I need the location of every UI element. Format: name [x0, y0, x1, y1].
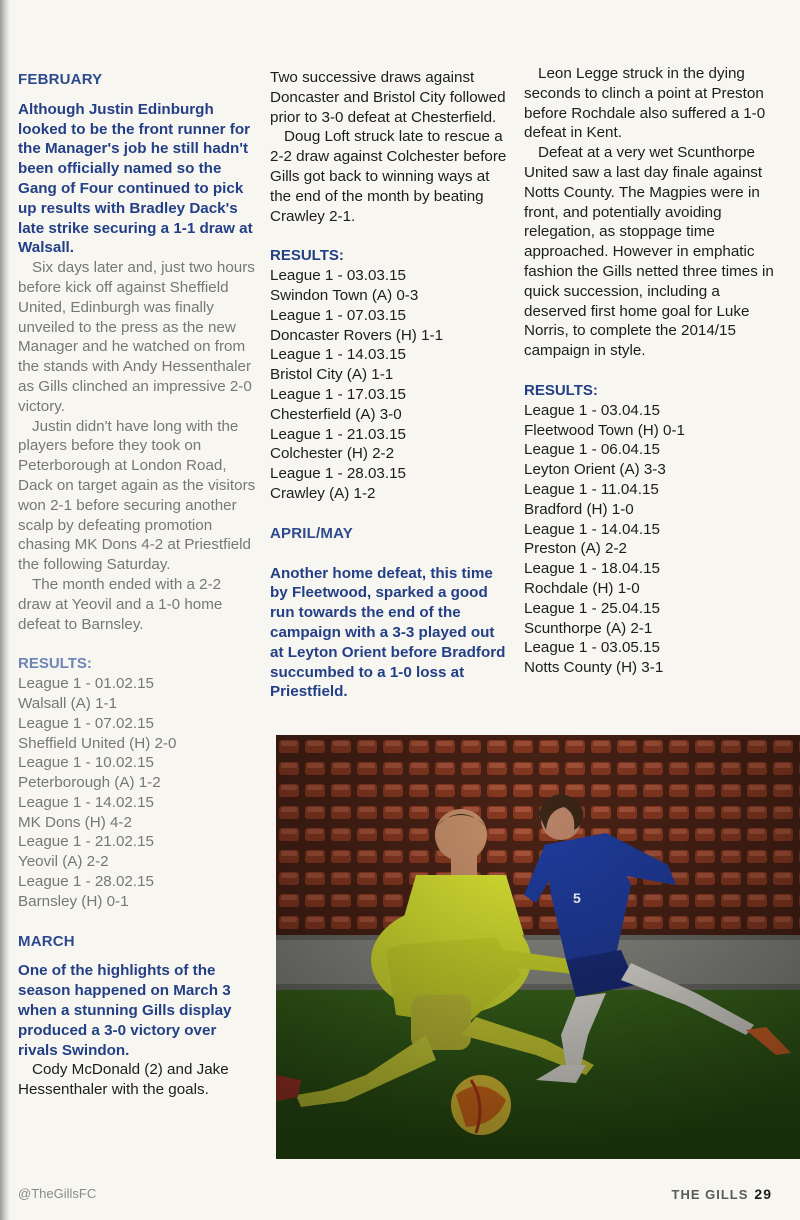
result-line: League 1 - 11.04.15 — [524, 480, 659, 498]
result-line: Barnsley (H) 0-1 — [18, 892, 129, 910]
march-results-label: RESULTS: — [270, 247, 344, 265]
magazine-footer — [672, 1186, 772, 1202]
result-line: League 1 - 28.03.15 — [270, 465, 406, 483]
page-binding-shadow — [0, 0, 10, 1220]
result-line: Doncaster Rovers (H) 1-1 — [270, 326, 444, 344]
result-line: Bradford (H) 1-0 — [524, 500, 634, 518]
result-line: League 1 - 07.03.15 — [270, 306, 406, 324]
match-action-photo — [276, 735, 800, 1159]
result-line: League 1 - 07.02.15 — [18, 714, 154, 732]
result-line: Fleetwood Town (H) 0-1 — [524, 421, 685, 439]
result-line: League 1 - 17.03.15 — [270, 385, 406, 403]
result-line: League 1 - 14.04.15 — [524, 520, 660, 538]
april-may-paragraph-2: Defeat at a very wet Scunthorpe United saw a last day finale against Notts County. The Magpies were in front, and potentially avoiding relegation, as stoppage time approached. However in emphatic fashion the Gills netted three times in quick succession, including a deserved first home goal for Luke Norris, to complete the 2014/15 campaign in style. — [524, 144, 774, 360]
result-line: League 1 - 21.03.15 — [270, 425, 406, 443]
magazine-name: THE GILLS — [671, 1187, 749, 1202]
february-paragraph-3: The month ended with a 2-2 draw at Yeovil and a 1-0 home defeat to Barnsley. — [18, 575, 223, 633]
result-line: League 1 - 18.04.15 — [524, 560, 660, 578]
result-line: Leyton Orient (A) 3-3 — [524, 461, 666, 479]
result-line: League 1 - 25.04.15 — [524, 599, 660, 617]
result-line: Walsall (A) 1-1 — [18, 694, 118, 712]
result-line: Crawley (A) 1-2 — [270, 484, 376, 502]
match-photo-illustration — [276, 735, 800, 1159]
result-line: Swindon Town (A) 0-3 — [270, 286, 419, 304]
result-line: Colchester (H) 2-2 — [270, 445, 395, 463]
february-intro: Although Justin Edinburgh looked to be the front runner for the Manager's job he still hadn't been officially named so the Gang of Four continued to pick up results with Bradley Dack's late strike securing a 1-1 draw at Walsall. — [18, 100, 253, 257]
february-paragraph-1: Six days later and, just two hours before kick off against Sheffield United, Edinburgh was finally unveiled to the press as the new Manager and he watched on from the stands with Andy Hessenthaler as Gills clinched an impressive 2-0 victory. — [18, 259, 255, 415]
april-may-paragraph-1: Leon Legge struck in the dying seconds to clinch a point at Preston before Rochdale also suffered a 1-0 defeat in Kent. — [524, 65, 766, 142]
february-results-label: RESULTS: — [18, 655, 92, 673]
column-middle — [270, 68, 512, 702]
march-paragraph-3: Doug Loft struck late to rescue a 2-2 draw against Colchester before Gills got back to winning ways at the end of the month by beating Crawley 2-1. — [270, 128, 507, 225]
february-results-list — [18, 674, 258, 912]
section-heading-april-may: APRIL/MAY — [270, 524, 353, 542]
march-paragraph-2: Two successive draws against Doncaster and Bristol City followed prior to 3-0 defeat at Chesterfield. — [270, 69, 506, 126]
march-paragraph-1: Cody McDonald (2) and Jake Hessenthaler with the goals. — [18, 1061, 229, 1099]
result-line: Scunthorpe (A) 2-1 — [524, 619, 653, 637]
result-line: MK Dons (H) 4-2 — [18, 813, 132, 831]
column-right — [524, 64, 774, 678]
page-number: 29 — [754, 1186, 772, 1202]
result-line: Preston (A) 2-2 — [524, 540, 627, 558]
result-line: League 1 - 06.04.15 — [524, 441, 660, 459]
result-line: Rochdale (H) 1-0 — [524, 579, 640, 597]
march-results-list — [270, 266, 512, 504]
april-may-intro: Another home defeat, this time by Fleetwood, sparked a good run towards the end of the campaign with a 3-3 played out at Leyton Orient before Bradford succumbed to a 1-0 loss at Priestfield. — [270, 564, 506, 701]
march-intro: One of the highlights of the season happened on March 3 when a stunning Gills display produced a 3-0 victory over rivals Swindon. — [18, 962, 232, 1059]
result-line: League 1 - 03.03.15 — [270, 267, 406, 285]
result-line: Yeovil (A) 2-2 — [18, 853, 109, 871]
result-line: League 1 - 01.02.15 — [18, 675, 154, 693]
april-may-results-label: RESULTS: — [524, 381, 598, 399]
section-heading-february: FEBRUARY — [18, 71, 103, 88]
result-line: Sheffield United (H) 2-0 — [18, 734, 177, 752]
february-paragraph-2: Justin didn't have long with the players before they took on Peterborough at London Road, Dack on target again as the visitors won 2-1 before securing another scalp by defeating promotion chasing MK Dons 4-2 at Priestfield the following Saturday. — [18, 417, 256, 574]
result-line: League 1 - 28.02.15 — [18, 873, 154, 891]
result-line: League 1 - 14.02.15 — [18, 793, 154, 811]
result-line: Peterborough (A) 1-2 — [18, 774, 161, 792]
april-may-results-list — [524, 401, 774, 678]
result-line: League 1 - 03.04.15 — [524, 401, 660, 419]
result-line: League 1 - 14.03.15 — [270, 346, 406, 364]
result-line: League 1 - 21.02.15 — [18, 833, 154, 851]
result-line: League 1 - 03.05.15 — [524, 639, 660, 657]
result-line: League 1 - 10.02.15 — [18, 754, 154, 772]
result-line: Bristol City (A) 1-1 — [270, 366, 394, 384]
result-line: Notts County (H) 3-1 — [524, 659, 664, 677]
section-heading-march: MARCH — [18, 932, 75, 950]
twitter-handle: @TheGillsFC — [18, 1186, 97, 1201]
result-line: Chesterfield (A) 3-0 — [270, 405, 402, 423]
column-left — [18, 70, 258, 1100]
